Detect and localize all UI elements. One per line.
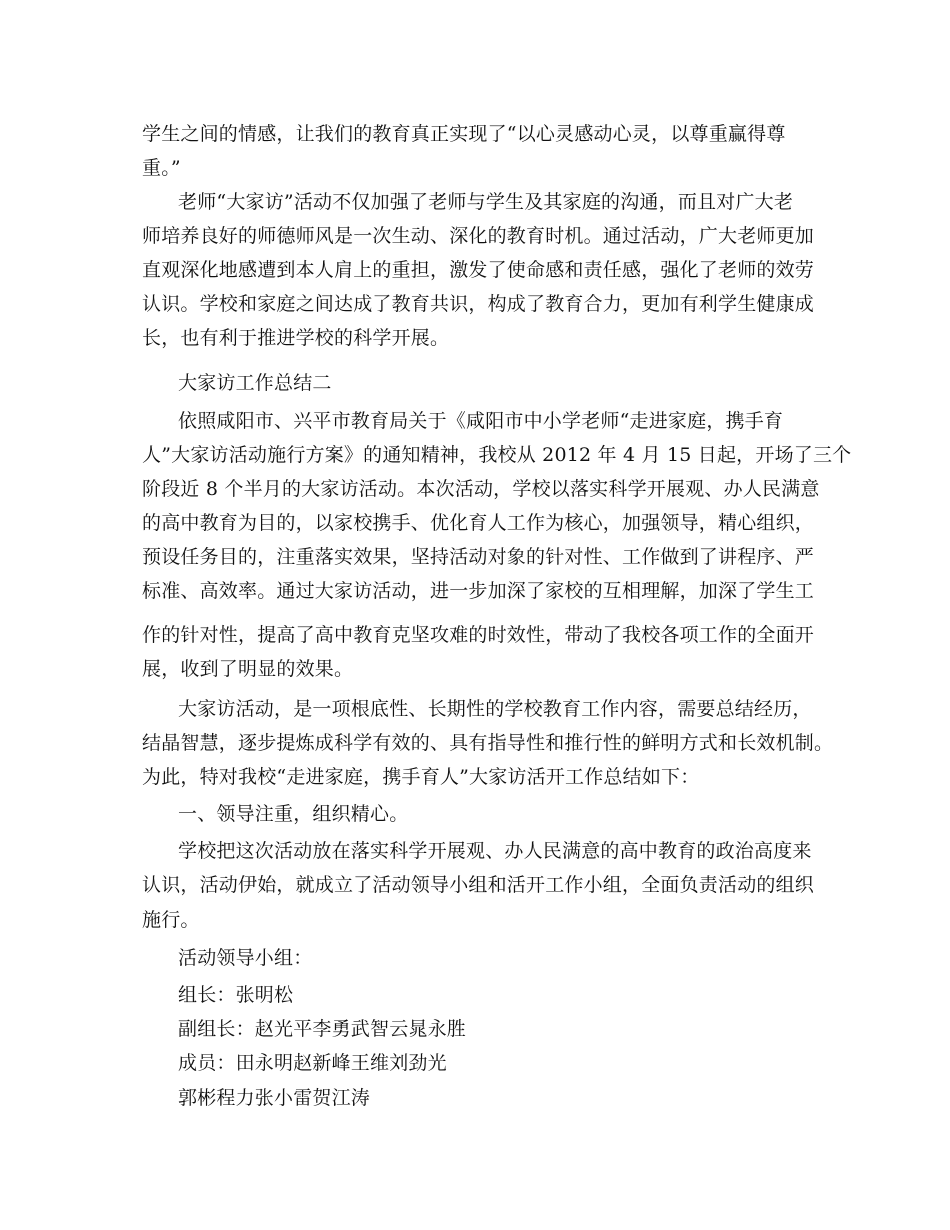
text-line: 展，收到了明显的效果。 xyxy=(142,658,354,680)
text-line: 学生之间的情感，让我们的教育真正实现了“以心灵感动心灵，以尊重赢得尊 xyxy=(142,123,786,145)
text-line: 结晶智慧，逐步提炼成科学有效的、具有指导性和推行性的鲜明方式和长效机制。 xyxy=(142,732,834,754)
section-heading: 大家访工作总结二 xyxy=(178,372,332,394)
text-line: 施行。 xyxy=(142,909,200,931)
list-item: 副组长：赵光平李勇武智云晁永胜 xyxy=(178,1018,467,1040)
text-line: 认识，活动伊始，就成立了活动领导小组和活开工作小组，全面负责活动的组织 xyxy=(142,874,815,896)
text-line: 作的针对性，提高了高中教育克坚攻难的时效性，带动了我校各项工作的全面开 xyxy=(142,624,815,646)
text-line: 师培养良好的师德师风是一次生动、深化的教育时机。通过活动，广大老师更加 xyxy=(142,225,815,247)
text-line: 标准、高效率。通过大家访活动，进一步加深了家校的互相理解，加深了学生工 xyxy=(142,580,815,602)
paragraph-start: 大家访活动，是一项根底性、长期性的学校教育工作内容，需要总结经历， xyxy=(178,698,812,720)
list-heading: 活动领导小组： xyxy=(178,947,313,969)
paragraph-start: 老师“大家访”活动不仅加强了老师与学生及其家庭的沟通，而且对广大老 xyxy=(178,191,794,213)
text-line: 重。” xyxy=(142,157,181,179)
text-line: 认识。学校和家庭之间达成了教育共识，构成了教育合力，更加有利学生健康成 xyxy=(142,293,815,315)
list-item: 郭彬程力张小雷贺江涛 xyxy=(178,1087,371,1109)
paragraph-start: 学校把这次活动放在落实科学开展观、办人民满意的高中教育的政治高度来 xyxy=(178,840,812,862)
text-line: 阶段近 8 个半月的大家访活动。本次活动，学校以落实科学开展观、办人民满意 xyxy=(142,478,820,500)
text-line: 人”大家访活动施行方案》的通知精神，我校从 2012 年 4 月 15 日起，开场了三个 xyxy=(142,444,852,466)
text-line: 直观深化地感遭到本人肩上的重担，激发了使命感和责任感，强化了老师的效劳 xyxy=(142,259,815,281)
text-line: 预设任务目的，注重落实效果，坚持活动对象的针对性、工作做到了讲程序、严 xyxy=(142,546,815,568)
text-line: 为此，特对我校“走进家庭，携手育人”大家访活开工作总结如下： xyxy=(142,766,700,788)
section-heading: 一、领导注重，组织精心。 xyxy=(178,803,409,825)
list-item: 成员：田永明赵新峰王维刘劲光 xyxy=(178,1052,447,1074)
paragraph-start: 依照咸阳市、兴平市教育局关于《咸阳市中小学老师“走进家庭，携手育 xyxy=(178,410,784,432)
text-line: 的高中教育为目的，以家校携手、优化育人工作为核心，加强领导，精心组织， xyxy=(142,512,815,534)
list-item: 组长：张明松 xyxy=(178,984,294,1006)
text-line: 长，也有利于推进学校的科学开展。 xyxy=(142,327,450,349)
